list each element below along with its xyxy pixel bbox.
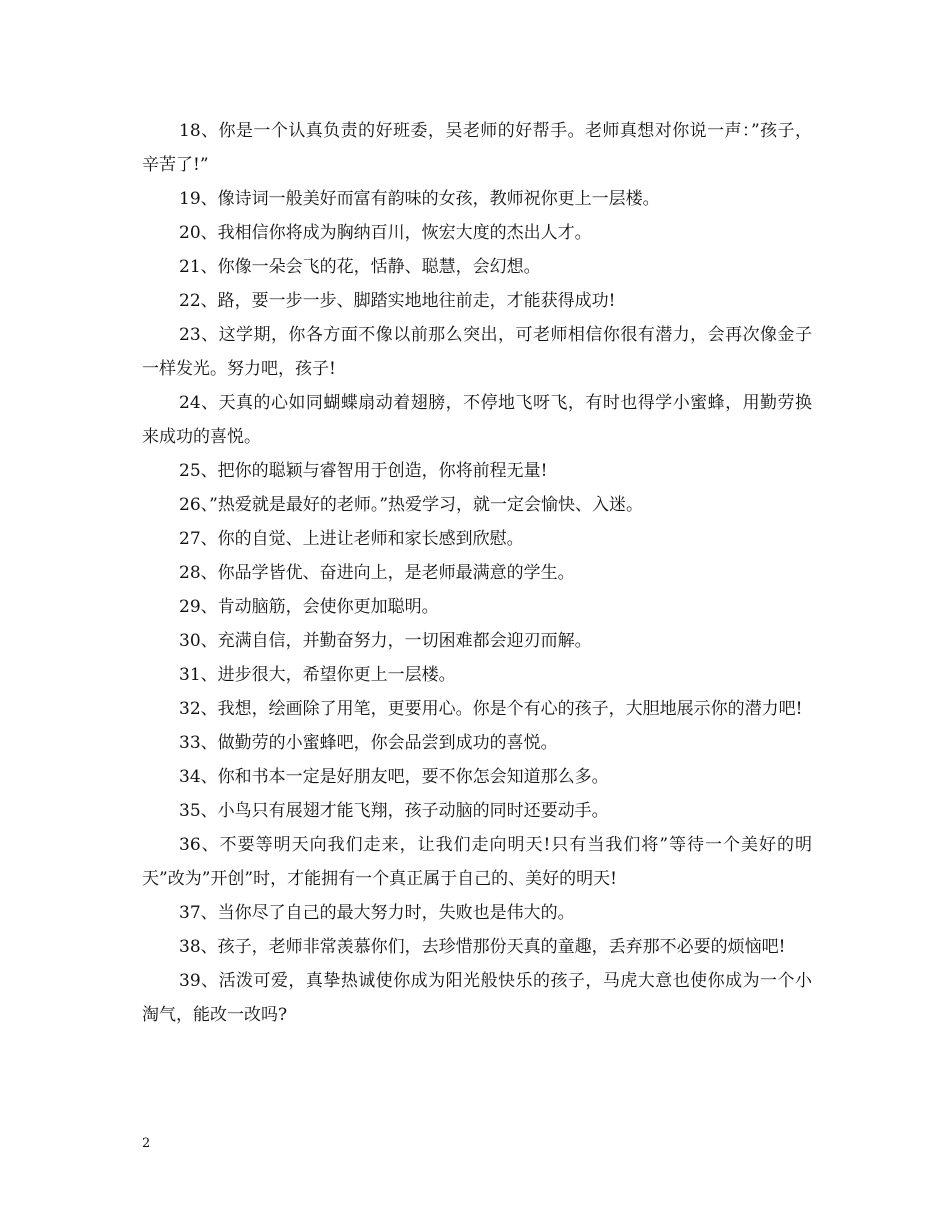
paragraph-28: 28、你品学皆优、奋进向上，是老师最满意的学生。	[179, 563, 575, 583]
paragraph-26: 26、”热爱就是最好的老师。”热爱学习，就一定会愉快、入迷。	[179, 495, 644, 515]
paragraph-31: 31、进步很大，希望你更上一层楼。	[179, 665, 456, 685]
paragraph-21: 21、你像一朵会飞的花，恬静、聪慧，会幻想。	[179, 257, 541, 277]
page-number: 2	[142, 1136, 151, 1151]
paragraph-18: 18、你是一个认真负责的好班委，吴老师的好帮手。老师真想对你说一声：”孩子，辛苦了!”	[142, 121, 812, 175]
paragraph-22: 22、路，要一步一步、脚踏实地地往前走，才能获得成功!	[179, 291, 616, 311]
paragraph-23: 23、这学期，你各方面不像以前那么突出，可老师相信你很有潜力，会再次像金子一样发光。努力吧，孩子!	[142, 325, 812, 379]
paragraph-35: 35、小鸟只有展翅才能飞翔，孩子动脑的同时还要动手。	[179, 801, 609, 821]
paragraph-36: 36、不要等明天向我们走来，让我们走向明天!只有当我们将”等待一个美好的明天”改为”开创”时，才能拥有一个真正属于自己的、美好的明天!	[142, 835, 812, 889]
paragraph-27: 27、你的自觉、上进让老师和家长感到欣慰。	[179, 529, 524, 549]
paragraph-33: 33、做勤劳的小蜜蜂吧，你会品尝到成功的喜悦。	[179, 733, 558, 753]
paragraph-32: 32、我想，绘画除了用笔，更要用心。你是个有心的孩子，大胆地展示你的潜力吧!	[179, 699, 803, 719]
paragraph-29: 29、肯动脑筋，会使你更加聪明。	[179, 597, 439, 617]
paragraph-24: 24、天真的心如同蝴蝶扇动着翅膀，不停地飞呀飞，有时也得学小蜜蜂，用勤劳换来成功的喜悦。	[142, 393, 812, 447]
document-body	[142, 114, 812, 1032]
paragraph-20: 20、我相信你将成为胸纳百川，恢宏大度的杰出人才。	[179, 223, 592, 243]
paragraph-19: 19、像诗词一般美好而富有韵味的女孩，教师祝你更上一层楼。	[179, 189, 660, 209]
paragraph-38: 38、孩子，老师非常羡慕你们，去珍惜那份天真的童趣，丢弃那不必要的烦恼吧!	[179, 937, 786, 957]
paragraph-30: 30、充满自信，并勤奋努力，一切困难都会迎刃而解。	[179, 631, 592, 651]
paragraph-39: 39、活泼可爱，真挚热诚使你成为阳光般快乐的孩子，马虎大意也使你成为一个小淘气，能改一改吗?	[142, 971, 812, 1025]
paragraph-25: 25、把你的聪颖与睿智用于创造，你将前程无量!	[179, 461, 548, 481]
paragraph-37: 37、当你尽了自己的最大努力时，失败也是伟大的。	[179, 903, 575, 923]
paragraph-34: 34、你和书本一定是好朋友吧，要不你怎会知道那么多。	[179, 767, 609, 787]
